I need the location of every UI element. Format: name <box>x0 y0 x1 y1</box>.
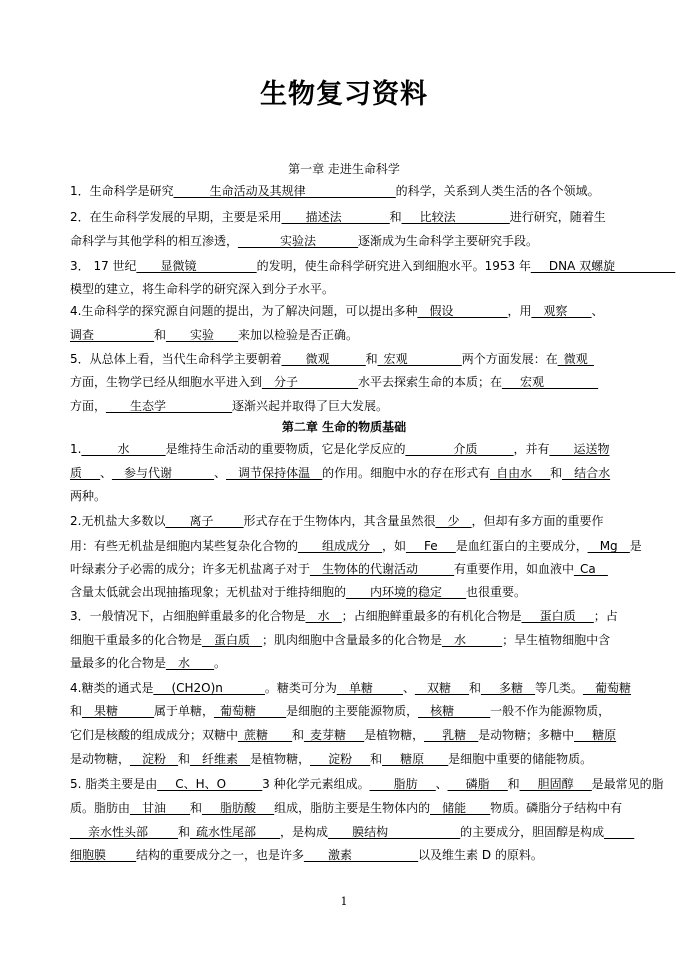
answer-blank: __Mg__ <box>587 539 630 553</box>
text-line <box>70 374 680 390</box>
text-segment: 两个方面发展：在 <box>461 352 558 366</box>
text-segment: ，用 <box>507 304 532 318</box>
text-segment: 和 <box>550 466 563 480</box>
text-segment: 物质。磷脂分子结构中有 <box>490 801 623 815</box>
text-line <box>70 680 680 696</box>
answer-blank: __结合水 <box>562 466 611 480</box>
text-segment: 1．生命科学是研究 <box>70 184 174 198</box>
text-line <box>70 209 680 225</box>
text-segment: 和 <box>370 752 383 766</box>
answer-blank: __核糖______ <box>418 704 491 718</box>
text-segment: 叶绿素分子必需的成分；许多无机盐离子对于 <box>70 562 311 576</box>
answer-blank: _宏观_________ <box>377 352 462 366</box>
text-segment: 的主要成分，胆固醇是构成 <box>460 825 605 839</box>
answer-blank: __水______ <box>442 633 503 647</box>
text-segment: 两种。 <box>70 489 107 503</box>
text-segment: 的发明，使生命科学研究进入到细胞水平。1953 年 <box>256 259 531 273</box>
answer-blank: __分子__________ <box>262 375 359 389</box>
answer-blank: __果糖______ <box>82 704 155 718</box>
text-segment: 5．从总体上看，当代生命科学主要朝着 <box>70 352 282 366</box>
answer-blank: _自由水___ <box>490 466 551 480</box>
text-segment: ，如 <box>382 539 407 553</box>
text-line <box>70 398 680 414</box>
text-segment: 是血红蛋白的主要成分， <box>455 539 588 553</box>
text-segment: 、 <box>100 466 113 480</box>
answer-blank: ___Fe___ <box>406 539 456 553</box>
chapter-1-heading: 第一章 走进生命科学 <box>288 162 400 176</box>
text-segment: ；占细胞鲜重最多的有机化合物是 <box>341 609 522 623</box>
text-line <box>70 303 680 319</box>
answer-blank: __少__ <box>435 514 472 528</box>
text-segment: 是维持生命活动的重要物质，它是化学反应的 <box>165 442 406 456</box>
chapter-2-heading: 第二章 生命的物质基础 <box>281 420 407 434</box>
text-segment: 有重要作用，如血液中 <box>454 562 575 576</box>
text-segment: 3．一般情况下，占细胞鲜重最多的化合物是 <box>70 609 306 623</box>
text-segment: 。 <box>214 656 227 670</box>
text-segment: 水平去探索生命的本质；在 <box>358 375 503 389</box>
answer-blank: _麦芽糖___ <box>304 728 365 742</box>
text-line <box>70 608 680 624</box>
answer-blank: _____ <box>604 825 635 839</box>
answer-blank: 细胞膜_____ <box>70 848 137 862</box>
text-line <box>70 441 680 457</box>
text-line <box>70 584 680 600</box>
answer-blank: ___糖原____ <box>382 752 449 766</box>
text-line <box>70 465 680 481</box>
text-segment: 细胞干重最多的化合物是 <box>70 633 203 647</box>
text-segment: 用：有些无机盐是细胞内某些复杂化合物的 <box>70 539 299 553</box>
answer-blank: __蛋白质__ <box>202 633 263 647</box>
text-line <box>70 281 680 297</box>
text-segment: ，是构成 <box>280 825 329 839</box>
answer-blank: ___C、H、O______ <box>157 777 263 791</box>
text-line <box>70 703 680 719</box>
text-segment: 模型的建立，将生命科学的研究深入到分子水平。 <box>70 282 335 296</box>
answer-blank: ___胆固醇___ <box>519 777 592 791</box>
text-segment: 2.无机盐大多数以 <box>70 514 166 528</box>
answer-blank: _______实验法_______ <box>238 234 359 248</box>
answer-blank: __调节保持体温__ <box>226 466 323 480</box>
answer-blank: _蔗糖____ <box>238 728 293 742</box>
text-segment: 1. <box>70 442 82 456</box>
text-line <box>70 561 680 577</box>
text-segment: 、 <box>435 777 448 791</box>
text-segment: 逐渐成为生命科学主要研究手段。 <box>358 234 539 248</box>
answer-blank: ____描述法________ <box>281 210 390 224</box>
answer-blank: __纤维素__ <box>190 752 251 766</box>
answer-blank: _疏水性尾部____ <box>190 825 281 839</box>
text-segment: ，并有 <box>513 442 550 456</box>
text-segment: 是植物糖， <box>364 728 425 742</box>
answer-blank: ____激素___________ <box>304 848 419 862</box>
answer-blank: __储能____ <box>430 801 491 815</box>
text-segment: 和 <box>389 210 402 224</box>
text-segment: 和 <box>178 825 191 839</box>
text-segment: 是动物糖， <box>70 752 131 766</box>
text-line <box>70 258 680 274</box>
text-segment: 方面， <box>70 399 107 413</box>
answer-blank: _Ca__ <box>574 562 608 576</box>
text-segment: 逐渐兴起并取得了巨大发展。 <box>232 399 389 413</box>
answer-blank: ___宏观_________ <box>502 375 599 389</box>
text-segment: 组成，脂肪主要是生物体内的 <box>274 801 431 815</box>
text-line <box>70 847 680 863</box>
text-segment: ；肌肉细胞中含量最多的化合物是 <box>262 633 443 647</box>
text-segment: 和 <box>507 777 520 791</box>
text-segment: 是植物糖， <box>250 752 311 766</box>
text-line <box>70 776 680 792</box>
text-segment: 是 <box>629 539 642 553</box>
answer-blank: ______生命活动及其规律_______________ <box>173 184 396 198</box>
answer-blank: __参与代谢_______ <box>112 466 215 480</box>
answer-blank: __水____ <box>166 656 215 670</box>
answer-blank: __葡萄糖 <box>583 681 632 695</box>
answer-blank: ___磷脂___ <box>447 777 508 791</box>
answer-blank: ____脂肪___ <box>369 777 436 791</box>
answer-blank: ____内环境的稳定____ <box>346 585 467 599</box>
text-segment: 3． 17 世纪 <box>70 259 137 273</box>
text-segment: 和 <box>178 752 191 766</box>
text-segment: 、 <box>591 304 604 318</box>
page-number: 1 <box>340 895 348 908</box>
answer-blank: __双糖___ <box>414 681 469 695</box>
text-segment: 以及维生素 D 的原料。 <box>418 848 543 862</box>
text-segment: 的科学，关系到人类生活的各个领域。 <box>395 184 600 198</box>
answer-blank: __淀粉__ <box>130 752 179 766</box>
answer-blank: ___亲水性头部_____ <box>70 825 179 839</box>
text-segment: 是细胞中重要的储能物质。 <box>448 752 593 766</box>
text-segment: 和 <box>468 681 481 695</box>
text-line <box>70 800 680 816</box>
answer-blank: ________介质______ <box>405 442 514 456</box>
text-segment: ，但却有多方面的重要作 <box>471 514 604 528</box>
text-segment: 和 <box>292 728 305 742</box>
text-segment: 进行研究，随着生 <box>509 210 606 224</box>
text-segment: 的作用。细胞中水的存在形式有 <box>322 466 491 480</box>
answer-blank: ___乳糖__ <box>424 728 479 742</box>
answer-blank: ____生态学___________ <box>106 399 233 413</box>
answer-blank: __水__ <box>305 609 342 623</box>
answer-blank: ___脂肪酸___ <box>202 801 275 815</box>
text-segment: 、 <box>214 466 227 480</box>
answer-blank: ____离子_____ <box>165 514 244 528</box>
text-segment: 命科学与其他学科的相互渗透， <box>70 234 239 248</box>
answer-blank: ___DNA 双螺旋__________ <box>530 259 676 273</box>
answer-blank: ___多糖__ <box>480 681 535 695</box>
text-segment: 也很重要。 <box>466 585 527 599</box>
text-segment: 含量太低就会出现抽搐现象；无机盐对于维持细胞的 <box>70 585 347 599</box>
answer-blank: __观察____ <box>531 304 592 318</box>
text-line <box>70 727 680 743</box>
answer-blank: ___(CH2O)n_______ <box>153 681 265 695</box>
text-segment: 是动物糖；多糖中 <box>478 728 575 742</box>
answer-blank: __单糖_____ <box>336 681 403 695</box>
text-segment: 来加以检验是否正确。 <box>238 328 359 342</box>
answer-blank: ____显微镜__________ <box>136 259 257 273</box>
text-segment: 属于单糖， <box>154 704 215 718</box>
answer-blank: ___糖原 <box>574 728 617 742</box>
text-segment: 等几类。 <box>535 681 584 695</box>
page-title: 生物复习资料 <box>260 79 428 110</box>
answer-blank: ____运送物 <box>549 442 610 456</box>
answer-blank: ___蛋白质___ <box>521 609 594 623</box>
answer-blank: ___淀粉___ <box>310 752 371 766</box>
text-line <box>70 488 680 504</box>
answer-blank: ____微观______ <box>281 352 366 366</box>
answer-blank: _微观_ <box>557 352 594 366</box>
text-segment: 和 <box>70 704 83 718</box>
text-line <box>70 183 680 199</box>
answer-blank: __生物体的代谢活动______ <box>310 562 455 576</box>
text-segment: 方面，生物学已经从细胞水平进入到 <box>70 375 263 389</box>
text-segment: 5. 脂类主要是由 <box>70 777 158 791</box>
text-line <box>70 632 680 648</box>
text-line <box>70 751 680 767</box>
text-segment: 和 <box>190 801 203 815</box>
answer-blank: _葡萄糖_____ <box>214 704 287 718</box>
text-segment: 4.糖类的通式是 <box>70 681 154 695</box>
answer-blank: ____组成成分__ <box>298 539 383 553</box>
answer-blank: ____实验____ <box>166 328 239 342</box>
text-segment: 和 <box>365 352 378 366</box>
text-segment: 2．在生命科学发展的早期，主要是采用 <box>70 210 282 224</box>
text-segment: 它们是核酸的组成成分；双糖中 <box>70 728 239 742</box>
text-segment: 是细胞的主要能源物质， <box>286 704 419 718</box>
text-segment: ；占 <box>593 609 618 623</box>
answer-blank: ______水______ <box>81 442 166 456</box>
answer-blank: __甘油____ <box>130 801 191 815</box>
text-segment: 、 <box>402 681 415 695</box>
answer-blank: 调查__________ <box>70 328 155 342</box>
text-segment: 形式存在于生物体内，其含量虽然很 <box>243 514 436 528</box>
answer-blank: ___比较法_________ <box>401 210 510 224</box>
text-line <box>70 233 680 249</box>
answer-blank: ____膜结构____________ <box>328 825 461 839</box>
text-segment: 质。脂肪由 <box>70 801 131 815</box>
text-segment: 4.生命科学的探究源自问题的提出，为了解决问题，可以提出多种 <box>70 304 418 318</box>
text-segment: 一般不作为能源物质， <box>490 704 611 718</box>
text-segment: 和 <box>154 328 167 342</box>
text-line <box>70 655 680 671</box>
text-segment: 3 种化学元素组成。 <box>262 777 370 791</box>
text-line <box>70 327 680 343</box>
text-line <box>70 351 680 367</box>
text-segment: 是最常见的脂 <box>591 777 664 791</box>
text-line <box>70 824 680 840</box>
answer-blank: __假设_________ <box>417 304 508 318</box>
text-line <box>70 513 680 529</box>
text-segment: 。糖类可分为 <box>264 681 337 695</box>
text-segment: ；旱生植物细胞中含 <box>502 633 611 647</box>
text-line <box>70 538 680 554</box>
text-segment: 量最多的化合物是 <box>70 656 167 670</box>
answer-blank: 质___ <box>70 466 101 480</box>
text-segment: 结构的重要成分之一，也是许多 <box>136 848 305 862</box>
